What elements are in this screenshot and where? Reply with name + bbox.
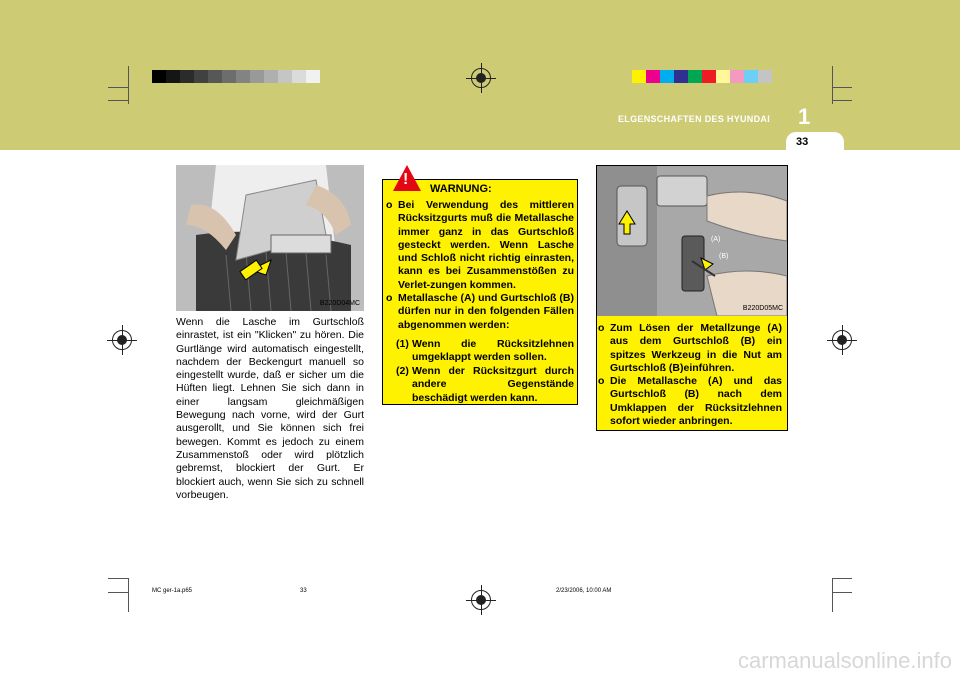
- registration-mark-icon: [112, 330, 132, 350]
- body-paragraph: Wenn die Lasche im Gurtschloß einrastet, ist ein "Klicken" zu hören. Die Gurtlänge wird automatisch eingestellt, nachdem der Beckengurt manuell so eingestellt wurde, daß er sicher um die Hüften liegt. Lehnen Sie sich dann in einer langsam gleichmäßigen Bewegung nach vorne, wird der Gurt ausgerollt, und Sie können sich frei bewegen. Kommt es jedoch zu einem Zusammenstoß oder wird plötzlich gebremst, blockiert der Gurt. Er blockiert auch, wenn Sie sich zu schnell vorbeugen.: [176, 316, 364, 501]
- warning-title: WARNUNG:: [430, 183, 492, 195]
- footer-file: MC ger-1a.p65: [152, 588, 193, 594]
- grey-swatch: [250, 70, 264, 83]
- label-b: (B): [719, 253, 729, 260]
- warning-item-1: Bei Verwendung des mittleren Rücksitzgurts muß die Metallasche immer ganz in das Gurtschloß gesteckt werden. Wenn Lasche und Schloß nicht richtig einrasten, kann es bei Zusammenstößen zu Verlet-zungen kommen.: [398, 199, 574, 291]
- grey-swatch: [166, 70, 180, 83]
- bullet: o: [598, 322, 605, 334]
- seatbelt-illustration: [176, 165, 364, 311]
- image-code: B220D04MC: [319, 300, 360, 307]
- grey-swatch: [222, 70, 236, 83]
- color-swatch: [744, 70, 758, 83]
- warning-item-2: Metallasche (A) und Gurtschloß (B) dürfen nur in den folgenden Fällen abgenommen werden:: [398, 292, 574, 331]
- crop-mark: [108, 578, 128, 579]
- color-swatch: [660, 70, 674, 83]
- warning-subitem-2: Wenn der Rücksitzgurt durch andere Gegenstände beschädigt werden kann.: [412, 365, 574, 404]
- crop-mark: [832, 578, 852, 579]
- grey-swatch: [278, 70, 292, 83]
- bullet: o: [598, 375, 605, 387]
- label-a: (A): [711, 236, 721, 243]
- color-swatch: [702, 70, 716, 83]
- page-tab: [786, 132, 844, 150]
- list-number: (1): [396, 338, 409, 350]
- crop-mark: [128, 66, 129, 104]
- footer-page: 33: [300, 588, 307, 594]
- grey-swatch: [208, 70, 222, 83]
- registration-mark-icon: [471, 68, 491, 88]
- grey-swatch: [236, 70, 250, 83]
- grey-swatch: [264, 70, 278, 83]
- registration-mark-icon: [832, 330, 852, 350]
- color-calibration-bar: [632, 70, 772, 83]
- color-swatch: [716, 70, 730, 83]
- warning-subitem-1: Wenn die Rücksitzlehnen umgeklappt werden sollen.: [412, 338, 574, 364]
- crop-mark: [832, 592, 852, 593]
- crop-mark: [832, 578, 833, 612]
- page-number: 33: [796, 136, 809, 148]
- color-swatch: [730, 70, 744, 83]
- color-swatch: [632, 70, 646, 83]
- footer-date: 2/23/2006, 10:00 AM: [556, 588, 612, 594]
- color-swatch: [688, 70, 702, 83]
- crop-mark: [832, 100, 852, 101]
- seatbelt-buckle-photo: [176, 165, 364, 311]
- color-swatch: [674, 70, 688, 83]
- grey-swatch: [180, 70, 194, 83]
- color-swatch: [758, 70, 772, 83]
- crop-mark: [832, 87, 852, 88]
- watermark: carmanualsonline.info: [737, 648, 952, 673]
- section-number: 1: [798, 104, 811, 129]
- grey-calibration-bar: [152, 70, 320, 83]
- release-step-2: Die Metallasche (A) und das Gurtschloß (B) nach dem Umklappen der Rücksitzlehnen sofort wieder anbringen.: [610, 375, 782, 427]
- grey-swatch: [152, 70, 166, 83]
- crop-mark: [832, 66, 833, 104]
- bullet: o: [386, 199, 393, 211]
- section-title: ELGENSCHAFTEN DES HYUNDAI: [618, 114, 771, 124]
- bullet: o: [386, 292, 393, 304]
- warning-exclamation: !: [403, 171, 409, 188]
- grey-swatch: [292, 70, 306, 83]
- buckle-release-illustration: [597, 166, 787, 316]
- registration-mark-icon: [471, 590, 491, 610]
- release-step-1: Zum Lösen der Metallzunge (A) aus dem Gurtschloß (B) ein spitzes Werkzeug in die Nut am Gurtschloß (B)einführen.: [610, 322, 782, 374]
- color-swatch: [646, 70, 660, 83]
- crop-mark: [108, 592, 128, 593]
- grey-swatch: [306, 70, 320, 83]
- grey-swatch: [194, 70, 208, 83]
- crop-mark: [108, 100, 128, 101]
- buckle-release-photo: [597, 166, 787, 316]
- image-code: B220D05MC: [742, 305, 783, 312]
- list-number: (2): [396, 365, 409, 377]
- crop-mark: [128, 578, 129, 612]
- crop-mark: [108, 87, 128, 88]
